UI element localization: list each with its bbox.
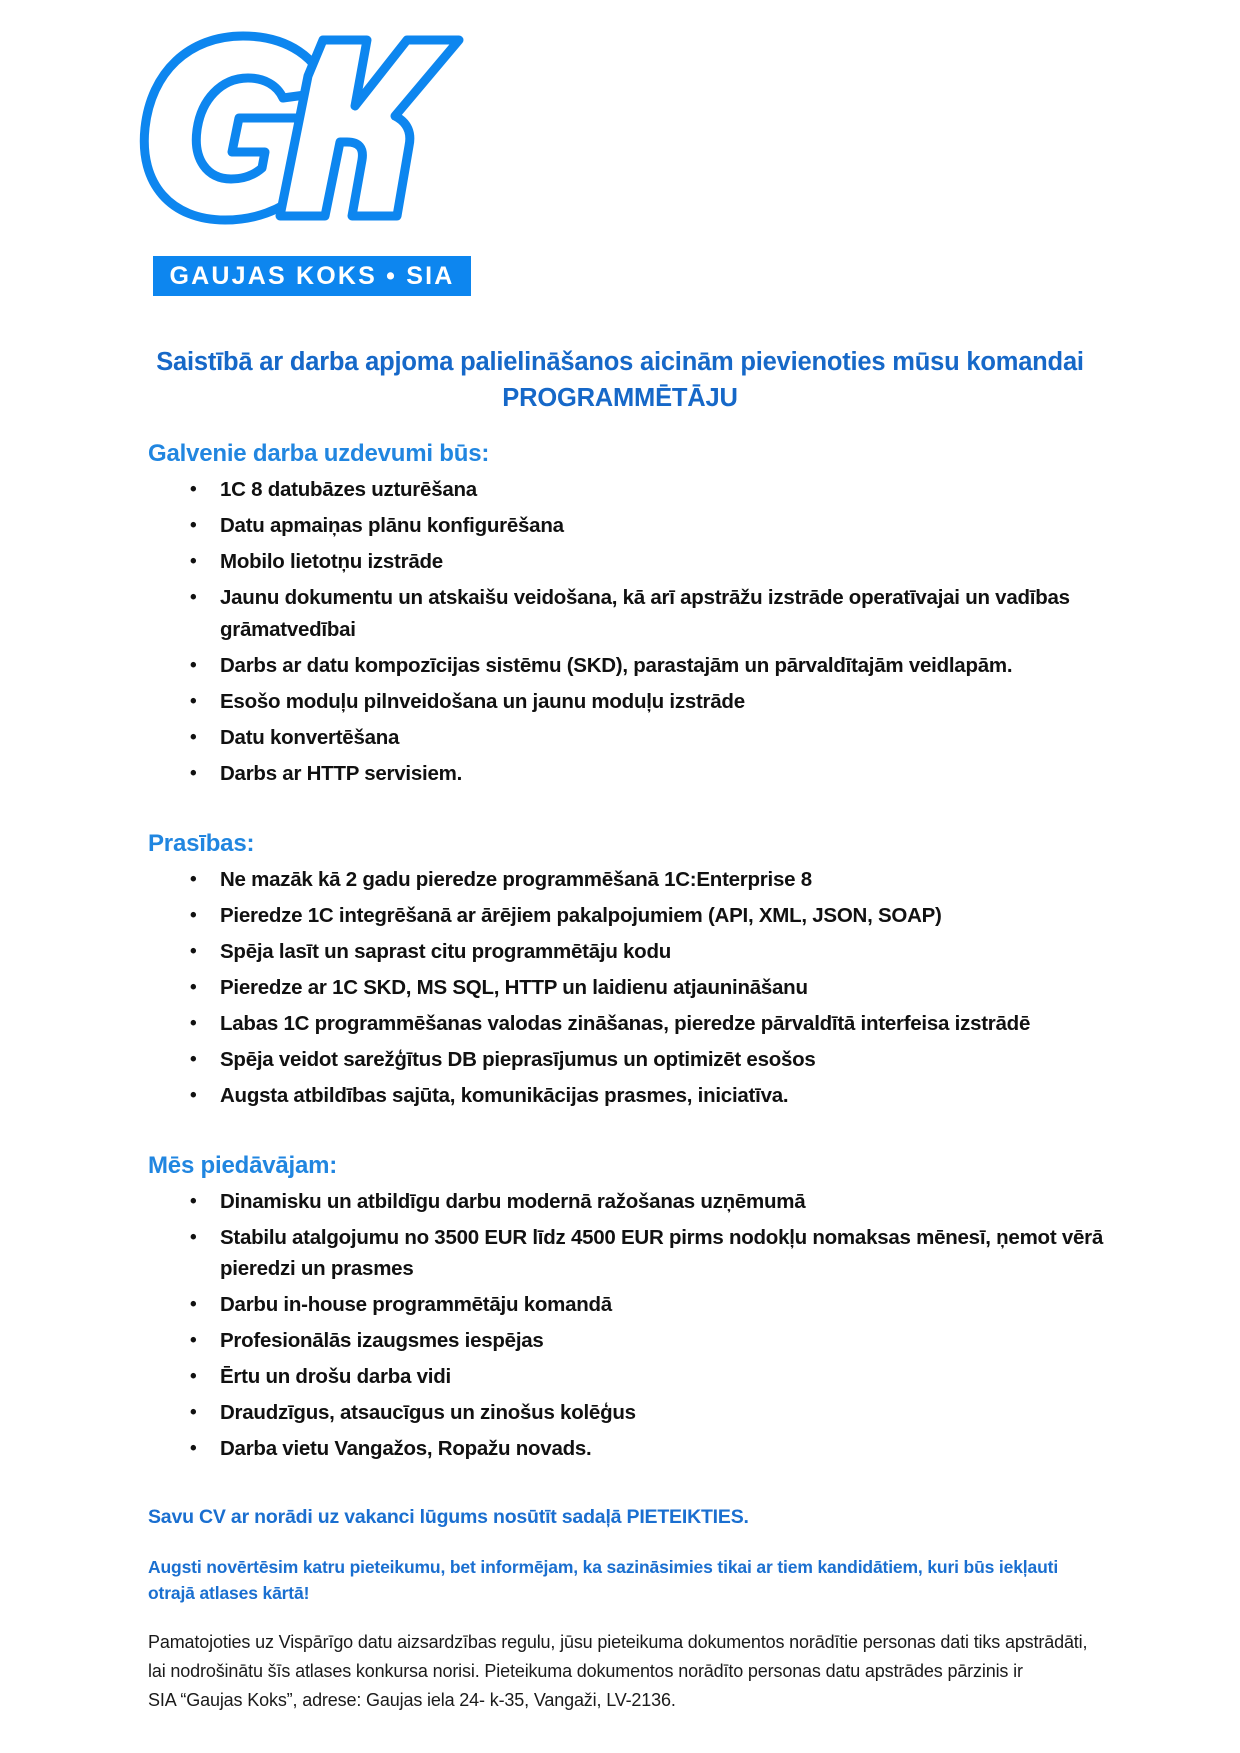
list-item: • Darbs ar HTTP servisiem. <box>148 758 1128 790</box>
controller-address: SIA “Gaujas Koks”, adrese: Gaujas iela 24- k-35, Vangaži, LV-2136. <box>148 1690 676 1710</box>
list-item: • 1C 8 datubāzes uzturēšana <box>148 474 1128 506</box>
company-name-banner <box>153 256 471 296</box>
list-item: • Darbu in-house programmētāju komandā <box>148 1289 1128 1321</box>
company-name-text: GAUJAS KOKS • SIA <box>169 261 455 290</box>
section-responsibilities <box>148 440 1128 789</box>
list-item: • Spēja lasīt un saprast citu programmētāju kodu <box>148 936 1128 968</box>
section-divider <box>148 1116 1128 1152</box>
list-item: • Jaunu dokumentu un atskaišu veidošana, kā arī apstrāžu izstrāde operatīvajai un vadības grāmatvedībai <box>148 582 1128 645</box>
spacer <box>148 1606 1128 1628</box>
list-item: • Pieredze ar 1C SKD, MS SQL, HTTP un laidienu atjaunināšanu <box>148 972 1128 1004</box>
list-item: • Ērtu un drošu darba vidi <box>148 1361 1128 1393</box>
list-item: • Mobilo lietotņu izstrāde <box>148 546 1128 578</box>
list-item: • Stabilu atalgojumu no 3500 EUR līdz 4500 EUR pirms nodokļu nomaksas mēnesī, ņemot vērā pieredzi un prasmes <box>148 1222 1128 1285</box>
requirements-list <box>148 864 1128 1112</box>
list-item: • Esošo moduļu pilnveidošana un jaunu moduļu izstrāde <box>148 686 1128 718</box>
page-title-line-1: Saistībā ar darba apjoma palielināšanos aicinām pievienoties mūsu komandai <box>156 348 1084 376</box>
list-item: • Spēja veidot sarežģītus DB pieprasījumus un optimizēt esošos <box>148 1044 1128 1076</box>
gdpr-notice: Pamatojoties uz Vispārīgo datu aizsardzības regulu, jūsu pieteikuma dokumentos norādītie personas dati tiks apstrādāti, lai nodrošinātu šīs atlases konkursa norisi. Pieteikuma dokumentos norādīto personas datu apstrādes pārzinis ir <box>148 1632 1088 1681</box>
list-item: • Draudzīgus, atsaucīgus un zinošus kolēģus <box>148 1397 1128 1429</box>
list-item: • Pieredze 1C integrēšanā ar ārējiem pakalpojumiem (API, XML, JSON, SOAP) <box>148 900 1128 932</box>
section-requirements <box>148 830 1128 1112</box>
spacer <box>148 1469 1128 1503</box>
list-item: • Profesionālās izaugsmes iespējas <box>148 1325 1128 1357</box>
section-header-responsibilities: Galvenie darba uzdevumi būs: <box>148 440 490 467</box>
company-logo <box>131 28 471 290</box>
offer-list <box>148 1186 1128 1465</box>
apply-instruction: Savu CV ar norādi uz vakanci lūgums nosūtīt sadaļā PIETEIKTIES. <box>148 1506 749 1528</box>
list-item: • Darba vietu Vangažos, Ropažu novads. <box>148 1433 1128 1465</box>
responsibilities-list <box>148 474 1128 789</box>
gk-logo-icon <box>131 28 471 228</box>
page-title <box>131 344 1109 416</box>
section-header-requirements: Prasības: <box>148 829 255 857</box>
list-item: • Ne mazāk kā 2 gadu pieredze programmēšanā 1C:Enterprise 8 <box>148 864 1128 896</box>
page-title-line-2: PROGRAMMĒTĀJU <box>502 384 738 412</box>
section-offer <box>148 1152 1128 1465</box>
section-divider <box>148 794 1128 830</box>
spacer <box>148 1532 1128 1554</box>
list-item: • Labas 1C programmēšanas valodas zināšanas, pieredze pārvaldītā interfeisa izstrādē <box>148 1008 1128 1040</box>
section-header-offer: Mēs piedāvājam: <box>148 1151 338 1179</box>
list-item: • Augsta atbildības sajūta, komunikācijas prasmes, iniciatīva. <box>148 1080 1128 1112</box>
list-item: • Darbs ar datu kompozīcijas sistēmu (SKD), parastajām un pārvaldītajām veidlapām. <box>148 650 1128 682</box>
selection-note: Augsti novērtēsim katru pieteikumu, bet informējam, ka sazināsimies tikai ar tiem kandidātiem, kuri būs iekļauti otrajā atlases kārtā! <box>148 1557 1059 1603</box>
list-item: • Datu konvertēšana <box>148 722 1128 754</box>
job-content <box>148 440 1128 1715</box>
list-item: • Dinamisku un atbildīgu darbu modernā ražošanas uzņēmumā <box>148 1186 1128 1218</box>
list-item: • Datu apmaiņas plānu konfigurēšana <box>148 510 1128 542</box>
